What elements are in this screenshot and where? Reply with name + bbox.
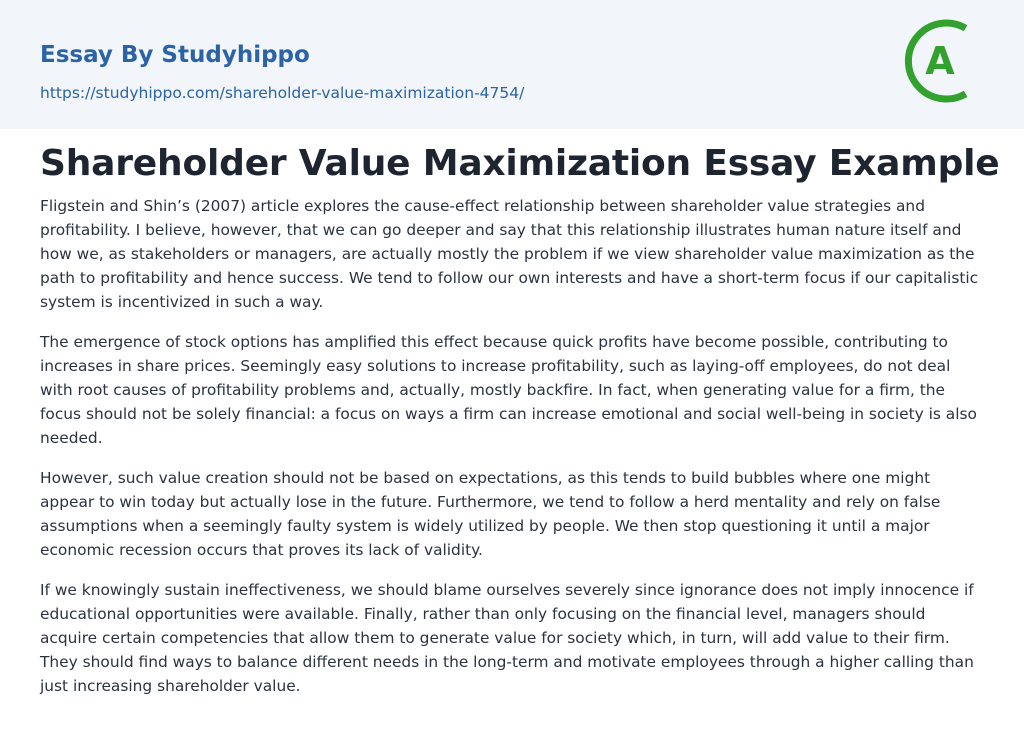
page-title: Shareholder Value Maximization Essay Example (40, 143, 1000, 184)
essay-body (40, 194, 986, 714)
essay-paragraph: However, such value creation should not be based on expectations, as this tends to build bubbles where one might appear to win today but actually lose in the future. Furthermore, we tend to follow a herd mentality and rely on false assumptions when a seemingly faulty system is widely utilized by people. We then stop questioning it until a major economic recession occurs that proves its lack of validity. (40, 469, 941, 559)
studyhippo-logo[interactable] (898, 16, 988, 106)
essay-paragraph: Fligstein and Shin’s (2007) article explores the cause-effect relationship between shareholder value strategies and profitability. I believe, however, that we can go deeper and say that this relationship illustrates human nature itself and how we, as stakeholders or managers, are actually mostly the problem if we view shareholder value maximization as the path to profitability and hence success. We tend to follow our own interests and have a short-term focus if our capitalistic system is incentivized in such a way. (40, 197, 979, 311)
logo-letter: A (925, 39, 955, 83)
site-brand[interactable]: Essay By Studyhippo (40, 42, 310, 68)
essay-paragraph: The emergence of stock options has amplified this effect because quick profits have become possible, contributing to increases in share prices. Seemingly easy solutions to increase profitability, such as laying-off employees, do not deal with root causes of profitability problems and, actually, mostly backfire. In fact, when generating value for a firm, the focus should not be solely financial: a focus on ways a firm can increase emotional and social well-being in society is also needed. (40, 333, 977, 447)
site-header (0, 0, 1024, 129)
essay-paragraph: If we knowingly sustain ineffectiveness, we should blame ourselves severely since ignorance does not imply innocence if educational opportunities were available. Finally, rather than only focusing on the financial level, managers should acquire certain competencies that allow them to generate value for society which, in turn, will add value to their firm. They should find ways to balance different needs in the long-term and motivate employees through a higher calling than just increasing shareholder value. (40, 581, 974, 695)
essay-url-link[interactable]: https://studyhippo.com/shareholder-value-maximization-4754/ (40, 84, 525, 102)
